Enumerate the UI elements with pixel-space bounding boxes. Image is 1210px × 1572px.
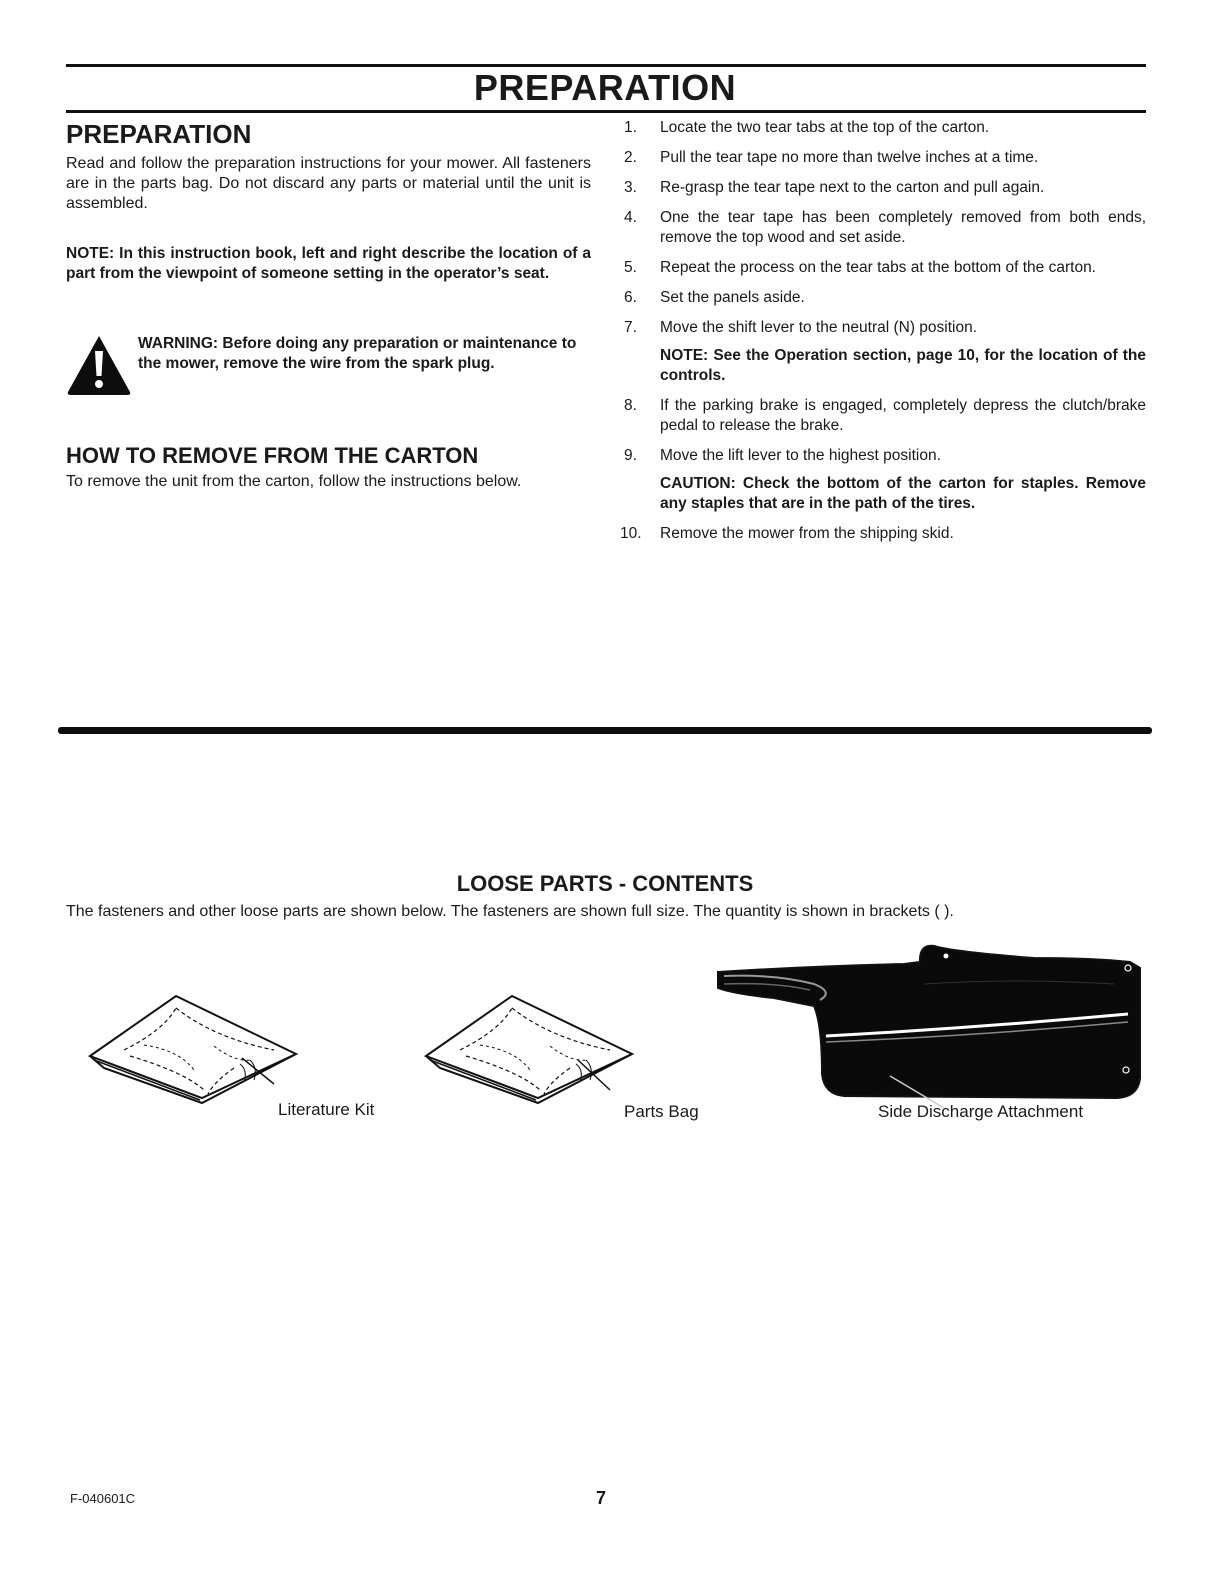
title-rule bbox=[66, 110, 1146, 113]
list-item: 7. Move the shift lever to the neutral (N) position. bbox=[624, 319, 978, 336]
warning-block bbox=[66, 334, 591, 414]
list-item: 1. Locate the two tear tabs at the top of the carton. bbox=[624, 119, 990, 136]
page-title: PREPARATION bbox=[473, 67, 737, 108]
carton-steps bbox=[620, 118, 1146, 338]
carton-steps-final bbox=[620, 524, 1146, 544]
parts-bag-icon bbox=[420, 990, 640, 1105]
carton-intro: To remove the unit from the carton, follow the instructions below. bbox=[66, 473, 522, 490]
list-item: 4. One the tear tape has been completely removed from both ends, remove the top wood and set aside. bbox=[624, 209, 1146, 246]
side-discharge-chute-icon bbox=[714, 944, 1146, 1108]
literature-kit-label: Literature Kit bbox=[278, 1100, 375, 1119]
list-item: 9. Move the lift lever to the highest position. bbox=[624, 447, 941, 464]
carton-steps-continued bbox=[620, 396, 1146, 466]
warning-text: WARNING: Before doing any preparation or maintenance to the mower, remove the wire from the spark plug. bbox=[138, 335, 577, 372]
list-item: 10. Remove the mower from the shipping skid. bbox=[620, 525, 954, 542]
warning-triangle-icon bbox=[66, 334, 132, 396]
loose-parts-heading: LOOSE PARTS - CONTENTS bbox=[456, 871, 754, 896]
controls-note: NOTE: See the Operation section, page 10, for the location of the controls. bbox=[660, 347, 1146, 384]
preparation-intro: Read and follow the preparation instructions for your mower. All fasteners are in the parts bag. Do not discard any parts or material until the unit is assembled. bbox=[66, 155, 591, 212]
staples-caution: CAUTION: Check the bottom of the carton for staples. Remove any staples that are in the path of the tires. bbox=[660, 475, 1146, 512]
right-column bbox=[620, 118, 1146, 554]
left-column bbox=[66, 118, 591, 492]
literature-kit-bag-icon bbox=[84, 990, 304, 1105]
document-code: F-040601C bbox=[70, 1491, 136, 1506]
list-item: 5. Repeat the process on the tear tabs at the bottom of the carton. bbox=[624, 259, 1096, 276]
list-item: 3. Re-grasp the tear tape next to the carton and pull again. bbox=[624, 179, 1045, 196]
page-number: 7 bbox=[596, 1488, 607, 1508]
loose-parts-intro: The fasteners and other loose parts are shown below. The fasteners are shown full size. The quantity is shown in brackets ( ). bbox=[66, 903, 954, 920]
list-item: 8. If the parking brake is engaged, completely depress the clutch/brake pedal to release the brake. bbox=[624, 397, 1146, 434]
list-item: 6. Set the panels aside. bbox=[624, 289, 805, 306]
side-discharge-label: Side Discharge Attachment bbox=[878, 1102, 1084, 1121]
parts-bag-label: Parts Bag bbox=[624, 1102, 699, 1121]
list-item: 2. Pull the tear tape no more than twelve inches at a time. bbox=[624, 149, 1039, 166]
carton-heading: HOW TO REMOVE FROM THE CARTON bbox=[66, 443, 479, 468]
preparation-note: NOTE: In this instruction book, left and right describe the location of a part from the viewpoint of someone setting in the operator’s seat. bbox=[66, 245, 591, 282]
section-divider bbox=[58, 727, 1152, 734]
preparation-heading: PREPARATION bbox=[66, 119, 252, 149]
